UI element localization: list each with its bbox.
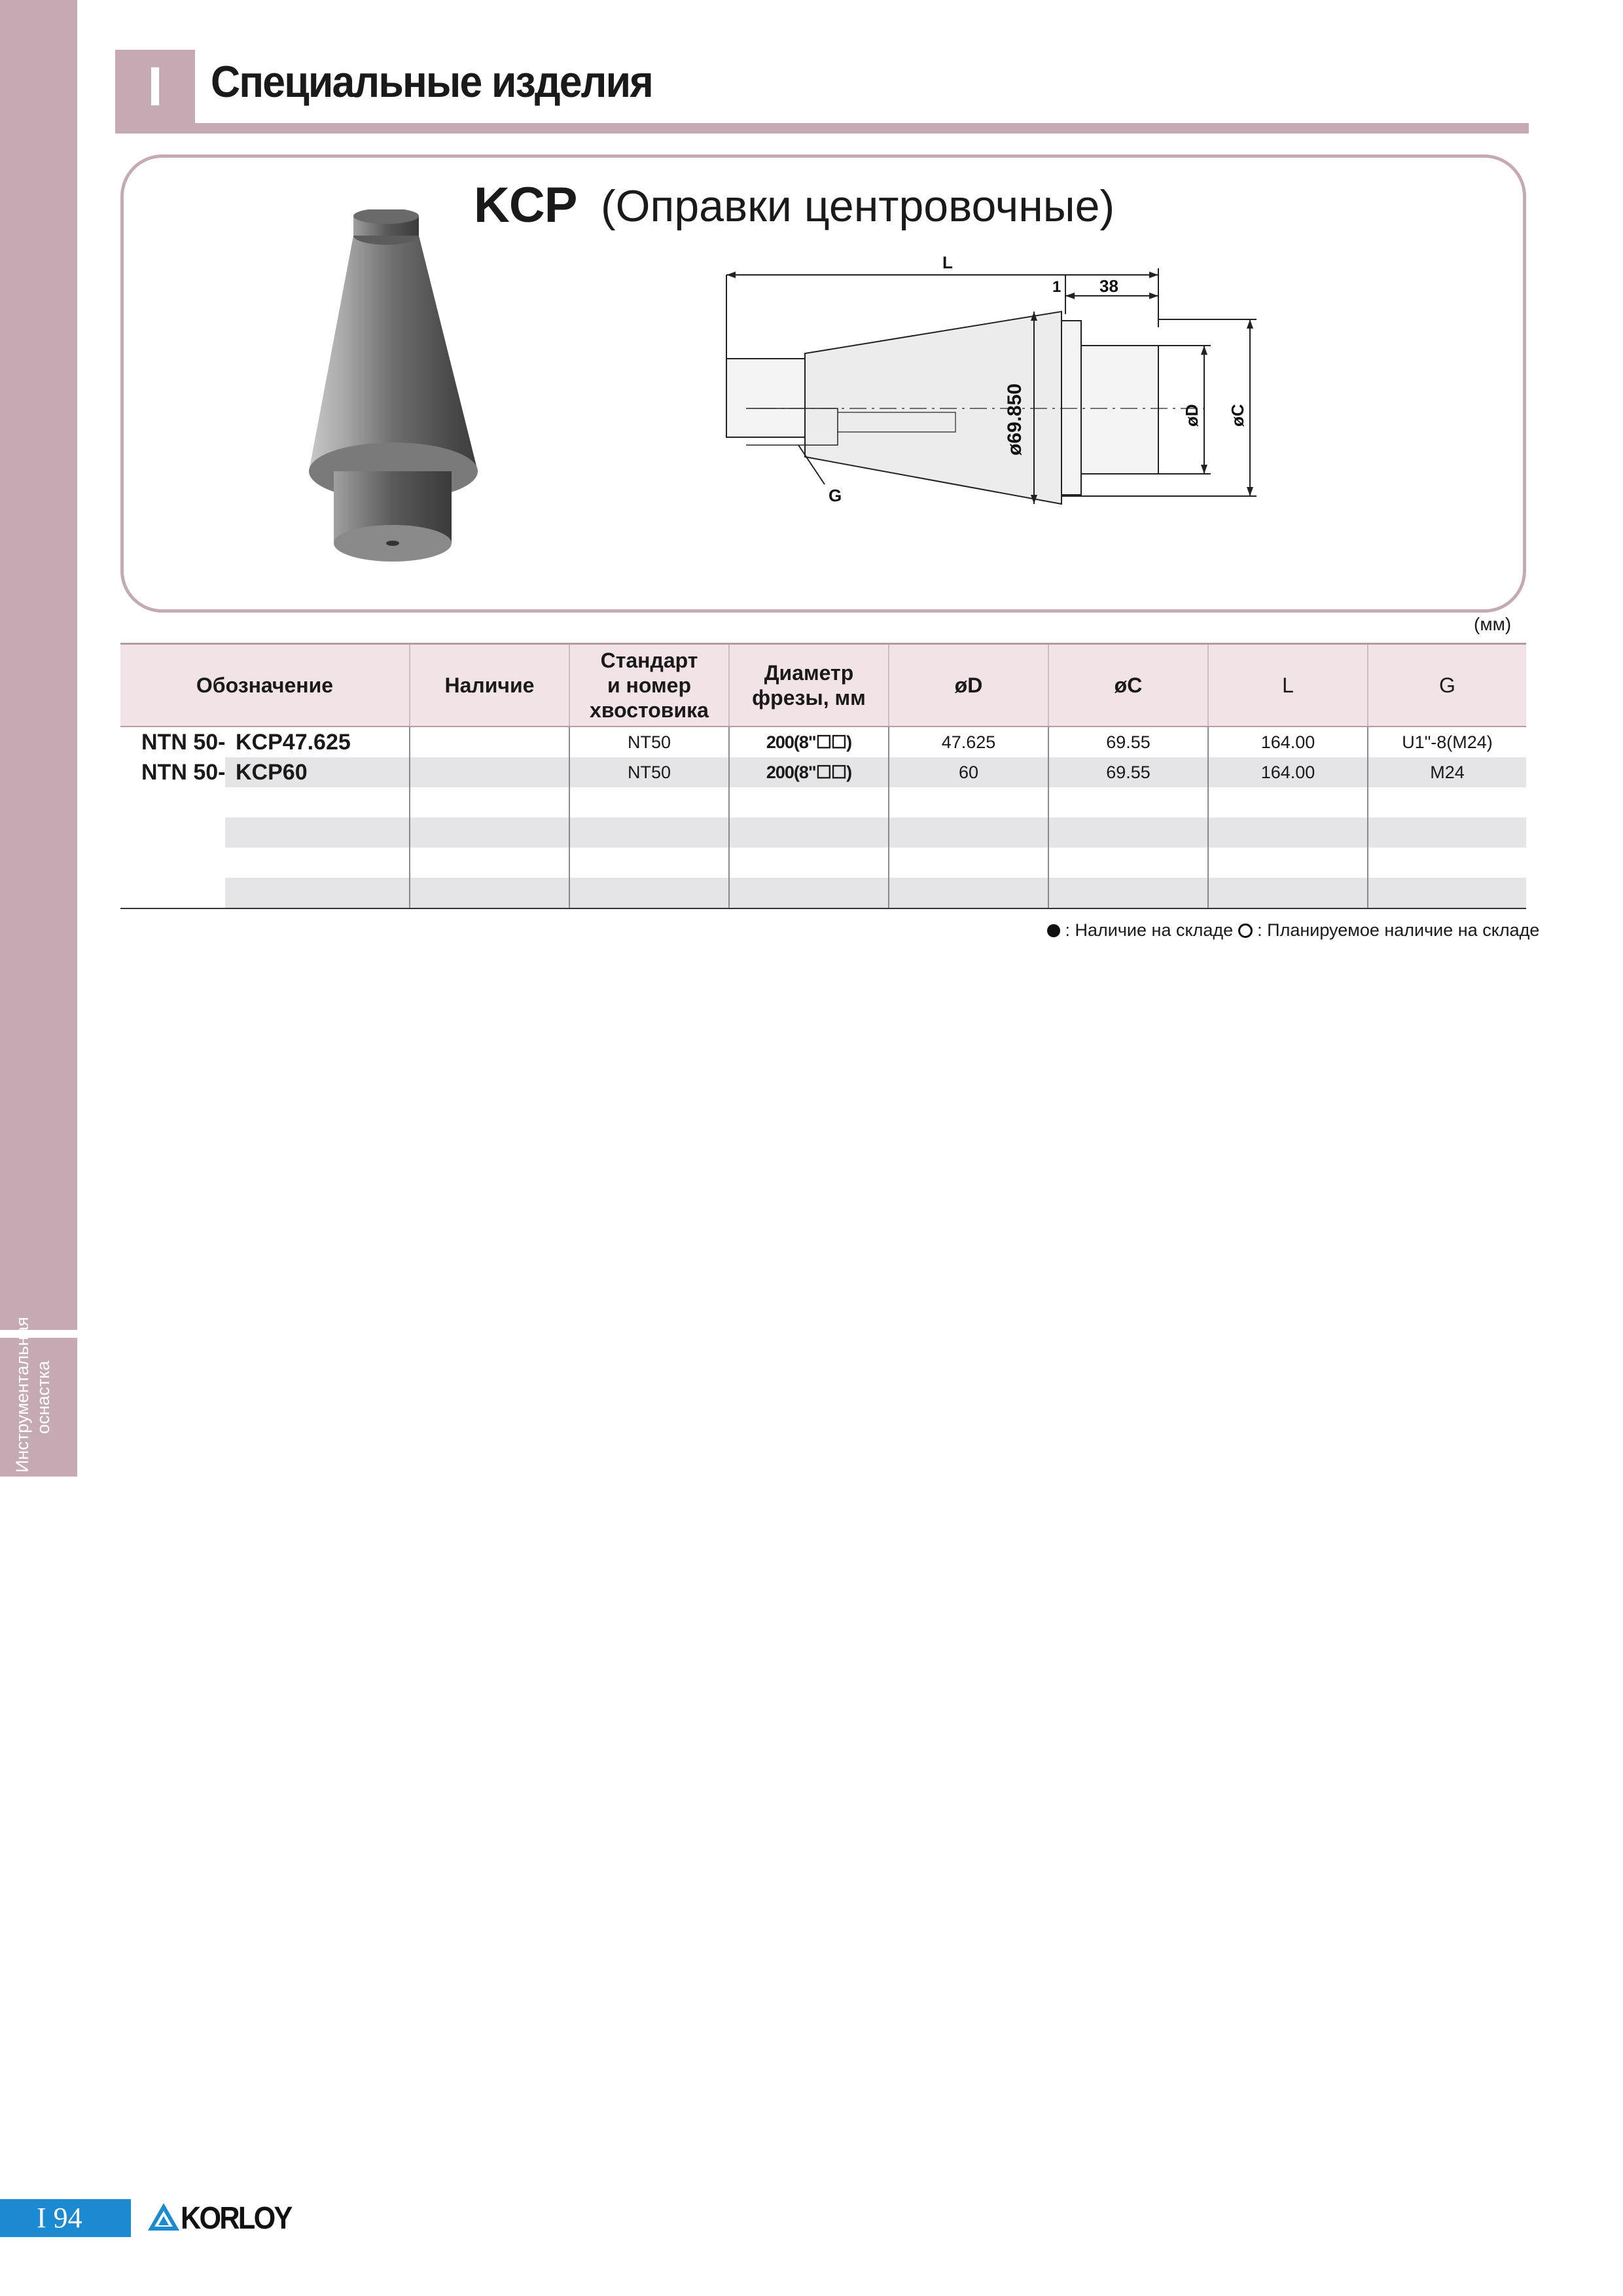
header-taper: Стандарт и номер хвостовика [569,644,729,727]
cutter-cell: 200(8"☐☐) [729,757,889,787]
table-header-row [120,644,1526,727]
designation-cell [120,757,410,787]
l-cell: 164.00 [1208,757,1368,787]
d-cell: 47.625 [889,726,1048,757]
korloy-logo-icon [145,2200,182,2237]
designation-code: KCP47.625 [236,729,351,755]
taper-cell: NT50 [569,757,729,787]
table-row[interactable] [120,726,1526,757]
g-cell: U1"-8(M24) [1368,726,1526,757]
legend-in-stock: : Наличие на складе [1065,920,1234,940]
product-code: KCP [474,177,577,233]
sidebar-strip [0,0,77,1330]
designation-prefix: NTN 50- [141,759,226,785]
table-row-empty [120,787,1526,817]
header-l: L [1208,644,1368,727]
brand-name: KORLOY [181,2201,291,2236]
dim-label-body-diameter: ø69.850 [1004,383,1026,456]
c-cell: 69.55 [1048,757,1208,787]
table-row[interactable] [120,757,1526,787]
d-cell: 60 [889,757,1048,787]
header-rule [115,123,1529,134]
table-row-empty [120,878,1526,908]
table-row-empty [120,817,1526,848]
header-d: øD [889,644,1048,727]
designation-prefix: NTN 50- [141,729,226,755]
availability-cell [410,726,569,757]
in-stock-dot-icon [1047,924,1060,937]
dim-label-D: øD [1182,404,1202,427]
dim-label-G: G [829,486,842,505]
g-cell: M24 [1368,757,1526,787]
dim-label-C: øC [1228,404,1247,427]
stock-legend [1047,920,1540,941]
availability-cell [410,757,569,787]
l-cell: 164.00 [1208,726,1368,757]
cutter-cell: 200(8"☐☐) [729,726,889,757]
technical-drawing [707,249,1283,537]
dim-label-L: L [942,253,953,272]
spec-table [120,643,1526,909]
designation-code: KCP60 [236,759,308,785]
section-letter: I [147,56,163,117]
units-label: (мм) [1474,614,1512,634]
page-number: I 94 [37,2202,82,2234]
dim-label-38: 38 [1099,276,1118,296]
header-availability: Наличие [410,644,569,727]
product-description: (Оправки центровочные) [601,181,1115,231]
page-title: Специальные изделия [211,57,652,107]
table-row-empty [120,848,1526,878]
legend-planned: : Планируемое наличие на складе [1257,920,1540,940]
taper-cell: NT50 [569,726,729,757]
planned-stock-circle-icon [1238,924,1253,938]
header-g: G [1368,644,1526,727]
header-designation: Обозначение [120,644,410,727]
dim-label-1: 1 [1052,278,1061,296]
header-c: øC [1048,644,1208,727]
sidebar-tab-label: Инструментальная оснастка [12,1316,53,1473]
designation-cell [120,726,410,757]
header-cutter-diameter: Диаметр фрезы, мм [729,644,889,727]
c-cell: 69.55 [1048,726,1208,757]
product-photo [301,209,510,576]
